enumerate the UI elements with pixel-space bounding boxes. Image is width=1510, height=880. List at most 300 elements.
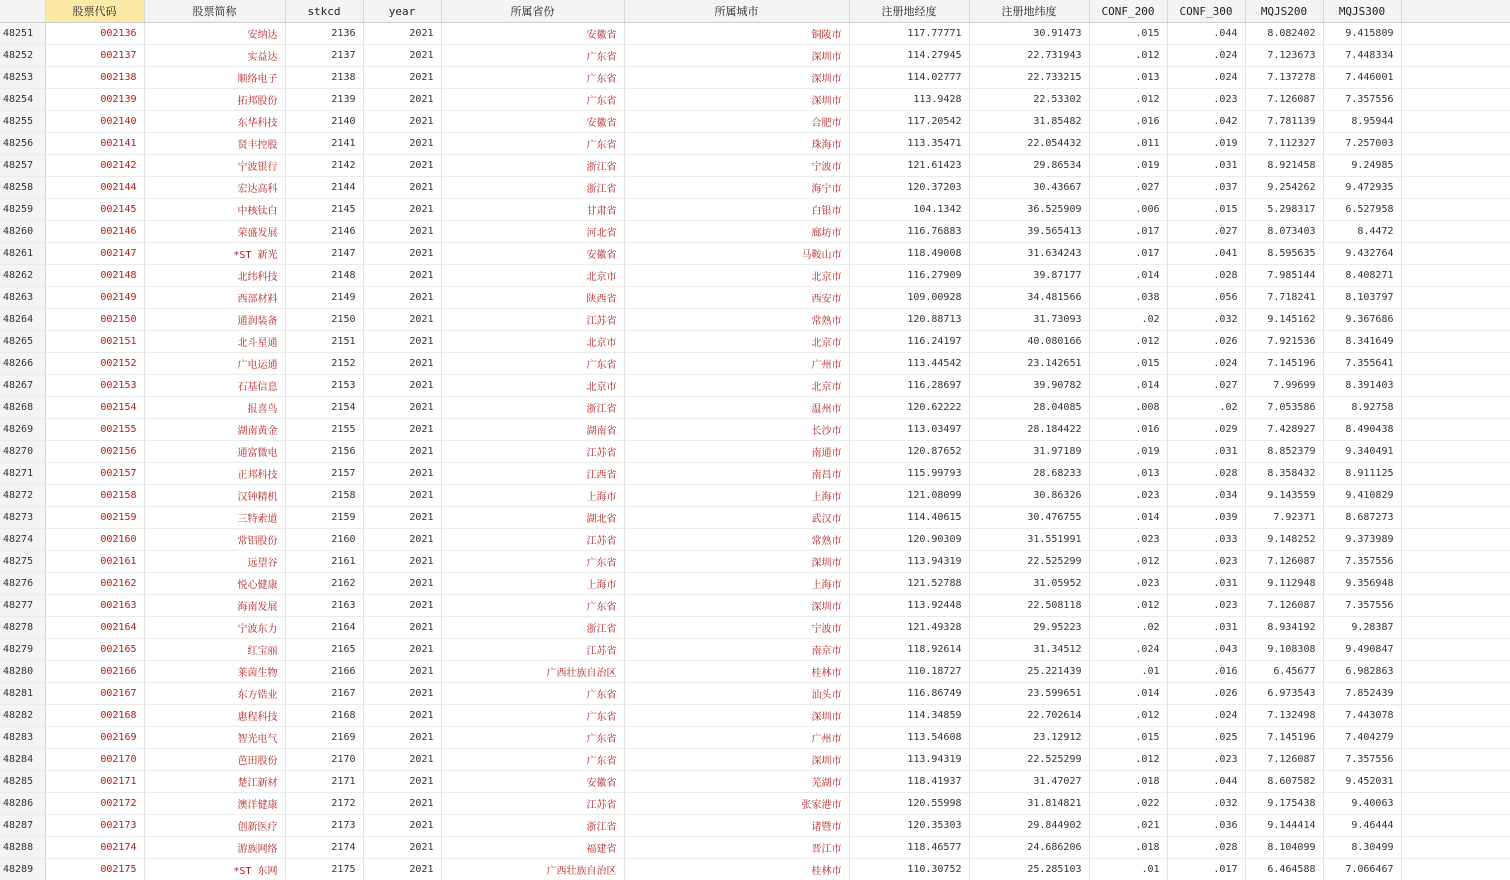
conf-300-cell[interactable]: .033 [1167,529,1245,551]
province-cell[interactable]: 广东省 [441,67,624,89]
longitude-cell[interactable]: 121.49328 [849,617,969,639]
conf-300-cell[interactable]: .023 [1167,89,1245,111]
stock-name-cell[interactable]: 澳洋健康 [144,793,285,815]
year-cell[interactable]: 2021 [363,177,441,199]
stock-name-cell[interactable]: 荣盛发展 [144,221,285,243]
conf-200-cell[interactable]: .014 [1089,683,1167,705]
latitude-cell[interactable]: 30.476755 [969,507,1089,529]
empty-cell[interactable] [1401,89,1510,111]
row-number[interactable]: 48282 [0,705,45,727]
conf-200-cell[interactable]: .023 [1089,573,1167,595]
year-cell[interactable]: 2021 [363,89,441,111]
stkcd-cell[interactable]: 2165 [285,639,363,661]
stock-name-cell[interactable]: 楚江新材 [144,771,285,793]
empty-cell[interactable] [1401,243,1510,265]
table-row[interactable] [0,243,1510,265]
conf-300-cell[interactable]: .032 [1167,309,1245,331]
stock-name-cell[interactable]: 悦心健康 [144,573,285,595]
city-cell[interactable]: 桂林市 [624,661,849,683]
longitude-cell[interactable]: 114.27945 [849,45,969,67]
table-row[interactable] [0,749,1510,771]
corner-cell[interactable] [0,0,45,23]
province-cell[interactable]: 广东省 [441,551,624,573]
city-cell[interactable]: 上海市 [624,485,849,507]
city-cell[interactable]: 马鞍山市 [624,243,849,265]
year-cell[interactable]: 2021 [363,771,441,793]
city-cell[interactable]: 珠海市 [624,133,849,155]
mqjs200-cell[interactable]: 5.298317 [1245,199,1323,221]
province-cell[interactable]: 江苏省 [441,309,624,331]
stock-name-cell[interactable]: 汉钟精机 [144,485,285,507]
conf-300-cell[interactable]: .034 [1167,485,1245,507]
column-header-year[interactable]: year [363,0,441,23]
empty-cell[interactable] [1401,683,1510,705]
mqjs300-cell[interactable]: 6.982863 [1323,661,1401,683]
empty-cell[interactable] [1401,485,1510,507]
mqjs300-cell[interactable]: 8.95944 [1323,111,1401,133]
longitude-cell[interactable]: 113.94319 [849,551,969,573]
row-number[interactable]: 48284 [0,749,45,771]
conf-300-cell[interactable]: .044 [1167,771,1245,793]
conf-200-cell[interactable]: .012 [1089,331,1167,353]
empty-cell[interactable] [1401,287,1510,309]
table-row[interactable] [0,111,1510,133]
empty-cell[interactable] [1401,177,1510,199]
mqjs300-cell[interactable]: 8.408271 [1323,265,1401,287]
stock-code-cell[interactable]: 002152 [45,353,144,375]
stock-code-cell[interactable]: 002149 [45,287,144,309]
city-cell[interactable]: 廊坊市 [624,221,849,243]
row-number[interactable]: 48281 [0,683,45,705]
stock-code-cell[interactable]: 002164 [45,617,144,639]
row-number[interactable]: 48267 [0,375,45,397]
year-cell[interactable]: 2021 [363,67,441,89]
row-number[interactable]: 48269 [0,419,45,441]
stock-code-cell[interactable]: 002161 [45,551,144,573]
empty-cell[interactable] [1401,45,1510,67]
latitude-cell[interactable]: 31.97189 [969,441,1089,463]
mqjs300-cell[interactable]: 9.46444 [1323,815,1401,837]
stock-name-cell[interactable]: 正邦科技 [144,463,285,485]
latitude-cell[interactable]: 31.34512 [969,639,1089,661]
mqjs300-cell[interactable]: 8.687273 [1323,507,1401,529]
city-cell[interactable]: 汕头市 [624,683,849,705]
year-cell[interactable]: 2021 [363,859,441,880]
table-row[interactable] [0,331,1510,353]
stock-name-cell[interactable]: 北纬科技 [144,265,285,287]
row-number[interactable]: 48275 [0,551,45,573]
city-cell[interactable]: 张家港市 [624,793,849,815]
mqjs200-cell[interactable]: 8.073403 [1245,221,1323,243]
row-number[interactable]: 48258 [0,177,45,199]
longitude-cell[interactable]: 120.37203 [849,177,969,199]
latitude-cell[interactable]: 31.05952 [969,573,1089,595]
stock-name-cell[interactable]: 远望谷 [144,551,285,573]
conf-300-cell[interactable]: .023 [1167,749,1245,771]
stock-code-cell[interactable]: 002167 [45,683,144,705]
row-number[interactable]: 48264 [0,309,45,331]
column-header-stock-name[interactable]: 股票简称 [144,0,285,23]
year-cell[interactable]: 2021 [363,529,441,551]
year-cell[interactable]: 2021 [363,375,441,397]
stkcd-cell[interactable]: 2139 [285,89,363,111]
latitude-cell[interactable]: 36.525909 [969,199,1089,221]
conf-200-cell[interactable]: .006 [1089,199,1167,221]
stock-code-cell[interactable]: 002150 [45,309,144,331]
stock-name-cell[interactable]: 芭田股份 [144,749,285,771]
conf-200-cell[interactable]: .014 [1089,375,1167,397]
year-cell[interactable]: 2021 [363,265,441,287]
longitude-cell[interactable]: 109.00928 [849,287,969,309]
province-cell[interactable]: 安徽省 [441,111,624,133]
mqjs300-cell[interactable]: 7.357556 [1323,89,1401,111]
conf-300-cell[interactable]: .023 [1167,595,1245,617]
conf-200-cell[interactable]: .015 [1089,23,1167,45]
latitude-cell[interactable]: 28.68233 [969,463,1089,485]
province-cell[interactable]: 甘肃省 [441,199,624,221]
longitude-cell[interactable]: 104.1342 [849,199,969,221]
conf-200-cell[interactable]: .019 [1089,441,1167,463]
latitude-cell[interactable]: 22.731943 [969,45,1089,67]
table-row[interactable] [0,507,1510,529]
stkcd-cell[interactable]: 2175 [285,859,363,880]
conf-300-cell[interactable]: .016 [1167,661,1245,683]
conf-300-cell[interactable]: .024 [1167,67,1245,89]
conf-200-cell[interactable]: .018 [1089,837,1167,859]
table-row[interactable] [0,573,1510,595]
stkcd-cell[interactable]: 2153 [285,375,363,397]
province-cell[interactable]: 江苏省 [441,639,624,661]
conf-200-cell[interactable]: .012 [1089,551,1167,573]
row-number[interactable]: 48257 [0,155,45,177]
province-cell[interactable]: 江苏省 [441,529,624,551]
empty-cell[interactable] [1401,441,1510,463]
conf-200-cell[interactable]: .018 [1089,771,1167,793]
mqjs200-cell[interactable]: 7.428927 [1245,419,1323,441]
table-row[interactable] [0,375,1510,397]
longitude-cell[interactable]: 113.35471 [849,133,969,155]
conf-300-cell[interactable]: .026 [1167,331,1245,353]
latitude-cell[interactable]: 29.86534 [969,155,1089,177]
city-cell[interactable]: 深圳市 [624,67,849,89]
latitude-cell[interactable]: 31.73093 [969,309,1089,331]
row-number[interactable]: 48253 [0,67,45,89]
mqjs200-cell[interactable]: 7.126087 [1245,595,1323,617]
table-row[interactable] [0,639,1510,661]
province-cell[interactable]: 江苏省 [441,441,624,463]
conf-200-cell[interactable]: .027 [1089,177,1167,199]
mqjs200-cell[interactable]: 7.781139 [1245,111,1323,133]
conf-300-cell[interactable]: .032 [1167,793,1245,815]
conf-200-cell[interactable]: .023 [1089,529,1167,551]
stkcd-cell[interactable]: 2174 [285,837,363,859]
conf-300-cell[interactable]: .029 [1167,419,1245,441]
longitude-cell[interactable]: 117.77771 [849,23,969,45]
longitude-cell[interactable]: 121.52788 [849,573,969,595]
stock-code-cell[interactable]: 002141 [45,133,144,155]
table-row[interactable] [0,485,1510,507]
table-row[interactable] [0,661,1510,683]
stock-code-cell[interactable]: 002140 [45,111,144,133]
mqjs300-cell[interactable]: 9.415809 [1323,23,1401,45]
column-header-stkcd[interactable]: stkcd [285,0,363,23]
empty-cell[interactable] [1401,309,1510,331]
longitude-cell[interactable]: 120.35303 [849,815,969,837]
province-cell[interactable]: 广东省 [441,749,624,771]
mqjs300-cell[interactable]: 7.357556 [1323,595,1401,617]
province-cell[interactable]: 广东省 [441,727,624,749]
stock-code-cell[interactable]: 002156 [45,441,144,463]
column-header-mqjs200[interactable]: MQJS200 [1245,0,1323,23]
table-row[interactable] [0,67,1510,89]
city-cell[interactable]: 常熟市 [624,309,849,331]
row-number[interactable]: 48254 [0,89,45,111]
mqjs200-cell[interactable]: 6.464588 [1245,859,1323,880]
row-number[interactable]: 48286 [0,793,45,815]
stock-name-cell[interactable]: 顺络电子 [144,67,285,89]
mqjs200-cell[interactable]: 9.143559 [1245,485,1323,507]
longitude-cell[interactable]: 118.92614 [849,639,969,661]
table-row[interactable] [0,617,1510,639]
mqjs300-cell[interactable]: 7.257003 [1323,133,1401,155]
latitude-cell[interactable]: 22.525299 [969,749,1089,771]
year-cell[interactable]: 2021 [363,705,441,727]
mqjs300-cell[interactable]: 7.446001 [1323,67,1401,89]
table-row[interactable] [0,529,1510,551]
province-cell[interactable]: 福建省 [441,837,624,859]
year-cell[interactable]: 2021 [363,353,441,375]
conf-300-cell[interactable]: .024 [1167,353,1245,375]
stkcd-cell[interactable]: 2157 [285,463,363,485]
province-cell[interactable]: 浙江省 [441,397,624,419]
conf-200-cell[interactable]: .017 [1089,221,1167,243]
table-row[interactable] [0,287,1510,309]
conf-300-cell[interactable]: .044 [1167,23,1245,45]
mqjs300-cell[interactable]: 7.357556 [1323,749,1401,771]
row-number[interactable]: 48261 [0,243,45,265]
empty-cell[interactable] [1401,155,1510,177]
stock-name-cell[interactable]: 贤丰控股 [144,133,285,155]
mqjs200-cell[interactable]: 9.145162 [1245,309,1323,331]
mqjs200-cell[interactable]: 7.137278 [1245,67,1323,89]
year-cell[interactable]: 2021 [363,749,441,771]
city-cell[interactable]: 白银市 [624,199,849,221]
table-row[interactable] [0,221,1510,243]
stock-name-cell[interactable]: 中核钛白 [144,199,285,221]
stkcd-cell[interactable]: 2147 [285,243,363,265]
empty-cell[interactable] [1401,727,1510,749]
empty-cell[interactable] [1401,419,1510,441]
column-header-longitude[interactable]: 注册地经度 [849,0,969,23]
latitude-cell[interactable]: 40.080166 [969,331,1089,353]
year-cell[interactable]: 2021 [363,243,441,265]
stock-code-cell[interactable]: 002137 [45,45,144,67]
latitude-cell[interactable]: 22.53302 [969,89,1089,111]
table-row[interactable] [0,353,1510,375]
stkcd-cell[interactable]: 2148 [285,265,363,287]
year-cell[interactable]: 2021 [363,441,441,463]
city-cell[interactable]: 常熟市 [624,529,849,551]
longitude-cell[interactable]: 117.20542 [849,111,969,133]
year-cell[interactable]: 2021 [363,23,441,45]
longitude-cell[interactable]: 115.99793 [849,463,969,485]
stkcd-cell[interactable]: 2173 [285,815,363,837]
conf-300-cell[interactable]: .041 [1167,243,1245,265]
stkcd-cell[interactable]: 2149 [285,287,363,309]
stock-code-cell[interactable]: 002163 [45,595,144,617]
mqjs200-cell[interactable]: 9.108308 [1245,639,1323,661]
province-cell[interactable]: 湖北省 [441,507,624,529]
city-cell[interactable]: 广州市 [624,727,849,749]
row-number[interactable]: 48287 [0,815,45,837]
table-row[interactable] [0,705,1510,727]
province-cell[interactable]: 广西壮族自治区 [441,661,624,683]
mqjs300-cell[interactable]: 9.410829 [1323,485,1401,507]
city-cell[interactable]: 晋江市 [624,837,849,859]
conf-200-cell[interactable]: .008 [1089,397,1167,419]
stock-code-cell[interactable]: 002159 [45,507,144,529]
mqjs200-cell[interactable]: 8.595635 [1245,243,1323,265]
stock-name-cell[interactable]: 西部材料 [144,287,285,309]
province-cell[interactable]: 北京市 [441,331,624,353]
conf-200-cell[interactable]: .013 [1089,463,1167,485]
empty-cell[interactable] [1401,837,1510,859]
city-cell[interactable]: 北京市 [624,375,849,397]
longitude-cell[interactable]: 120.55998 [849,793,969,815]
latitude-cell[interactable]: 25.285103 [969,859,1089,880]
city-cell[interactable]: 桂林市 [624,859,849,880]
conf-300-cell[interactable]: .028 [1167,265,1245,287]
latitude-cell[interactable]: 29.844902 [969,815,1089,837]
latitude-cell[interactable]: 28.184422 [969,419,1089,441]
empty-cell[interactable] [1401,705,1510,727]
stock-name-cell[interactable]: 东华科技 [144,111,285,133]
stock-code-cell[interactable]: 002155 [45,419,144,441]
mqjs300-cell[interactable]: 8.490438 [1323,419,1401,441]
row-number[interactable]: 48263 [0,287,45,309]
stock-name-cell[interactable]: 智光电气 [144,727,285,749]
conf-300-cell[interactable]: .027 [1167,221,1245,243]
conf-300-cell[interactable]: .043 [1167,639,1245,661]
province-cell[interactable]: 广东省 [441,705,624,727]
year-cell[interactable]: 2021 [363,111,441,133]
stkcd-cell[interactable]: 2137 [285,45,363,67]
table-row[interactable] [0,133,1510,155]
longitude-cell[interactable]: 113.92448 [849,595,969,617]
conf-200-cell[interactable]: .021 [1089,815,1167,837]
stkcd-cell[interactable]: 2160 [285,529,363,551]
province-cell[interactable]: 广东省 [441,595,624,617]
mqjs200-cell[interactable]: 7.145196 [1245,727,1323,749]
stkcd-cell[interactable]: 2169 [285,727,363,749]
latitude-cell[interactable]: 25.221439 [969,661,1089,683]
stock-code-cell[interactable]: 002147 [45,243,144,265]
longitude-cell[interactable]: 118.49008 [849,243,969,265]
empty-cell[interactable] [1401,771,1510,793]
city-cell[interactable]: 南通市 [624,441,849,463]
conf-200-cell[interactable]: .024 [1089,639,1167,661]
longitude-cell[interactable]: 113.44542 [849,353,969,375]
column-header-mqjs300[interactable]: MQJS300 [1323,0,1401,23]
conf-300-cell[interactable]: .042 [1167,111,1245,133]
table-row[interactable] [0,23,1510,45]
year-cell[interactable]: 2021 [363,221,441,243]
mqjs200-cell[interactable]: 7.126087 [1245,749,1323,771]
conf-300-cell[interactable]: .031 [1167,155,1245,177]
conf-300-cell[interactable]: .031 [1167,617,1245,639]
stkcd-cell[interactable]: 2151 [285,331,363,353]
longitude-cell[interactable]: 114.02777 [849,67,969,89]
conf-300-cell[interactable]: .028 [1167,463,1245,485]
latitude-cell[interactable]: 31.85482 [969,111,1089,133]
table-row[interactable] [0,89,1510,111]
conf-200-cell[interactable]: .01 [1089,661,1167,683]
stkcd-cell[interactable]: 2171 [285,771,363,793]
year-cell[interactable]: 2021 [363,595,441,617]
latitude-cell[interactable]: 31.47027 [969,771,1089,793]
latitude-cell[interactable]: 22.702614 [969,705,1089,727]
column-header-conf-300[interactable]: CONF_300 [1167,0,1245,23]
city-cell[interactable]: 温州市 [624,397,849,419]
stock-name-cell[interactable]: 创新医疗 [144,815,285,837]
conf-200-cell[interactable]: .015 [1089,727,1167,749]
mqjs300-cell[interactable]: 9.24985 [1323,155,1401,177]
stock-name-cell[interactable]: 莱茵生物 [144,661,285,683]
stkcd-cell[interactable]: 2155 [285,419,363,441]
stock-name-cell[interactable]: 安纳达 [144,23,285,45]
row-number[interactable]: 48256 [0,133,45,155]
mqjs200-cell[interactable]: 6.973543 [1245,683,1323,705]
conf-200-cell[interactable]: .013 [1089,67,1167,89]
conf-200-cell[interactable]: .016 [1089,419,1167,441]
row-number[interactable]: 48260 [0,221,45,243]
stkcd-cell[interactable]: 2144 [285,177,363,199]
longitude-cell[interactable]: 121.61423 [849,155,969,177]
table-row[interactable] [0,793,1510,815]
longitude-cell[interactable]: 120.62222 [849,397,969,419]
mqjs200-cell[interactable]: 8.104099 [1245,837,1323,859]
province-cell[interactable]: 浙江省 [441,617,624,639]
row-number[interactable]: 48262 [0,265,45,287]
year-cell[interactable]: 2021 [363,309,441,331]
stock-name-cell[interactable]: 东方锆业 [144,683,285,705]
table-row[interactable] [0,199,1510,221]
mqjs200-cell[interactable]: 9.175438 [1245,793,1323,815]
province-cell[interactable]: 浙江省 [441,815,624,837]
mqjs200-cell[interactable]: 7.053586 [1245,397,1323,419]
latitude-cell[interactable]: 28.04085 [969,397,1089,419]
table-row[interactable] [0,837,1510,859]
conf-300-cell[interactable]: .031 [1167,573,1245,595]
mqjs300-cell[interactable]: 8.911125 [1323,463,1401,485]
province-cell[interactable]: 北京市 [441,375,624,397]
stock-code-cell[interactable]: 002168 [45,705,144,727]
stock-code-cell[interactable]: 002170 [45,749,144,771]
row-number[interactable]: 48259 [0,199,45,221]
mqjs200-cell[interactable]: 7.921536 [1245,331,1323,353]
stkcd-cell[interactable]: 2140 [285,111,363,133]
empty-cell[interactable] [1401,815,1510,837]
latitude-cell[interactable]: 29.95223 [969,617,1089,639]
empty-cell[interactable] [1401,353,1510,375]
stock-code-cell[interactable]: 002173 [45,815,144,837]
empty-cell[interactable] [1401,331,1510,353]
city-cell[interactable]: 深圳市 [624,749,849,771]
province-cell[interactable]: 安徽省 [441,243,624,265]
latitude-cell[interactable]: 34.481566 [969,287,1089,309]
mqjs300-cell[interactable]: 7.357556 [1323,551,1401,573]
mqjs200-cell[interactable]: 7.123673 [1245,45,1323,67]
